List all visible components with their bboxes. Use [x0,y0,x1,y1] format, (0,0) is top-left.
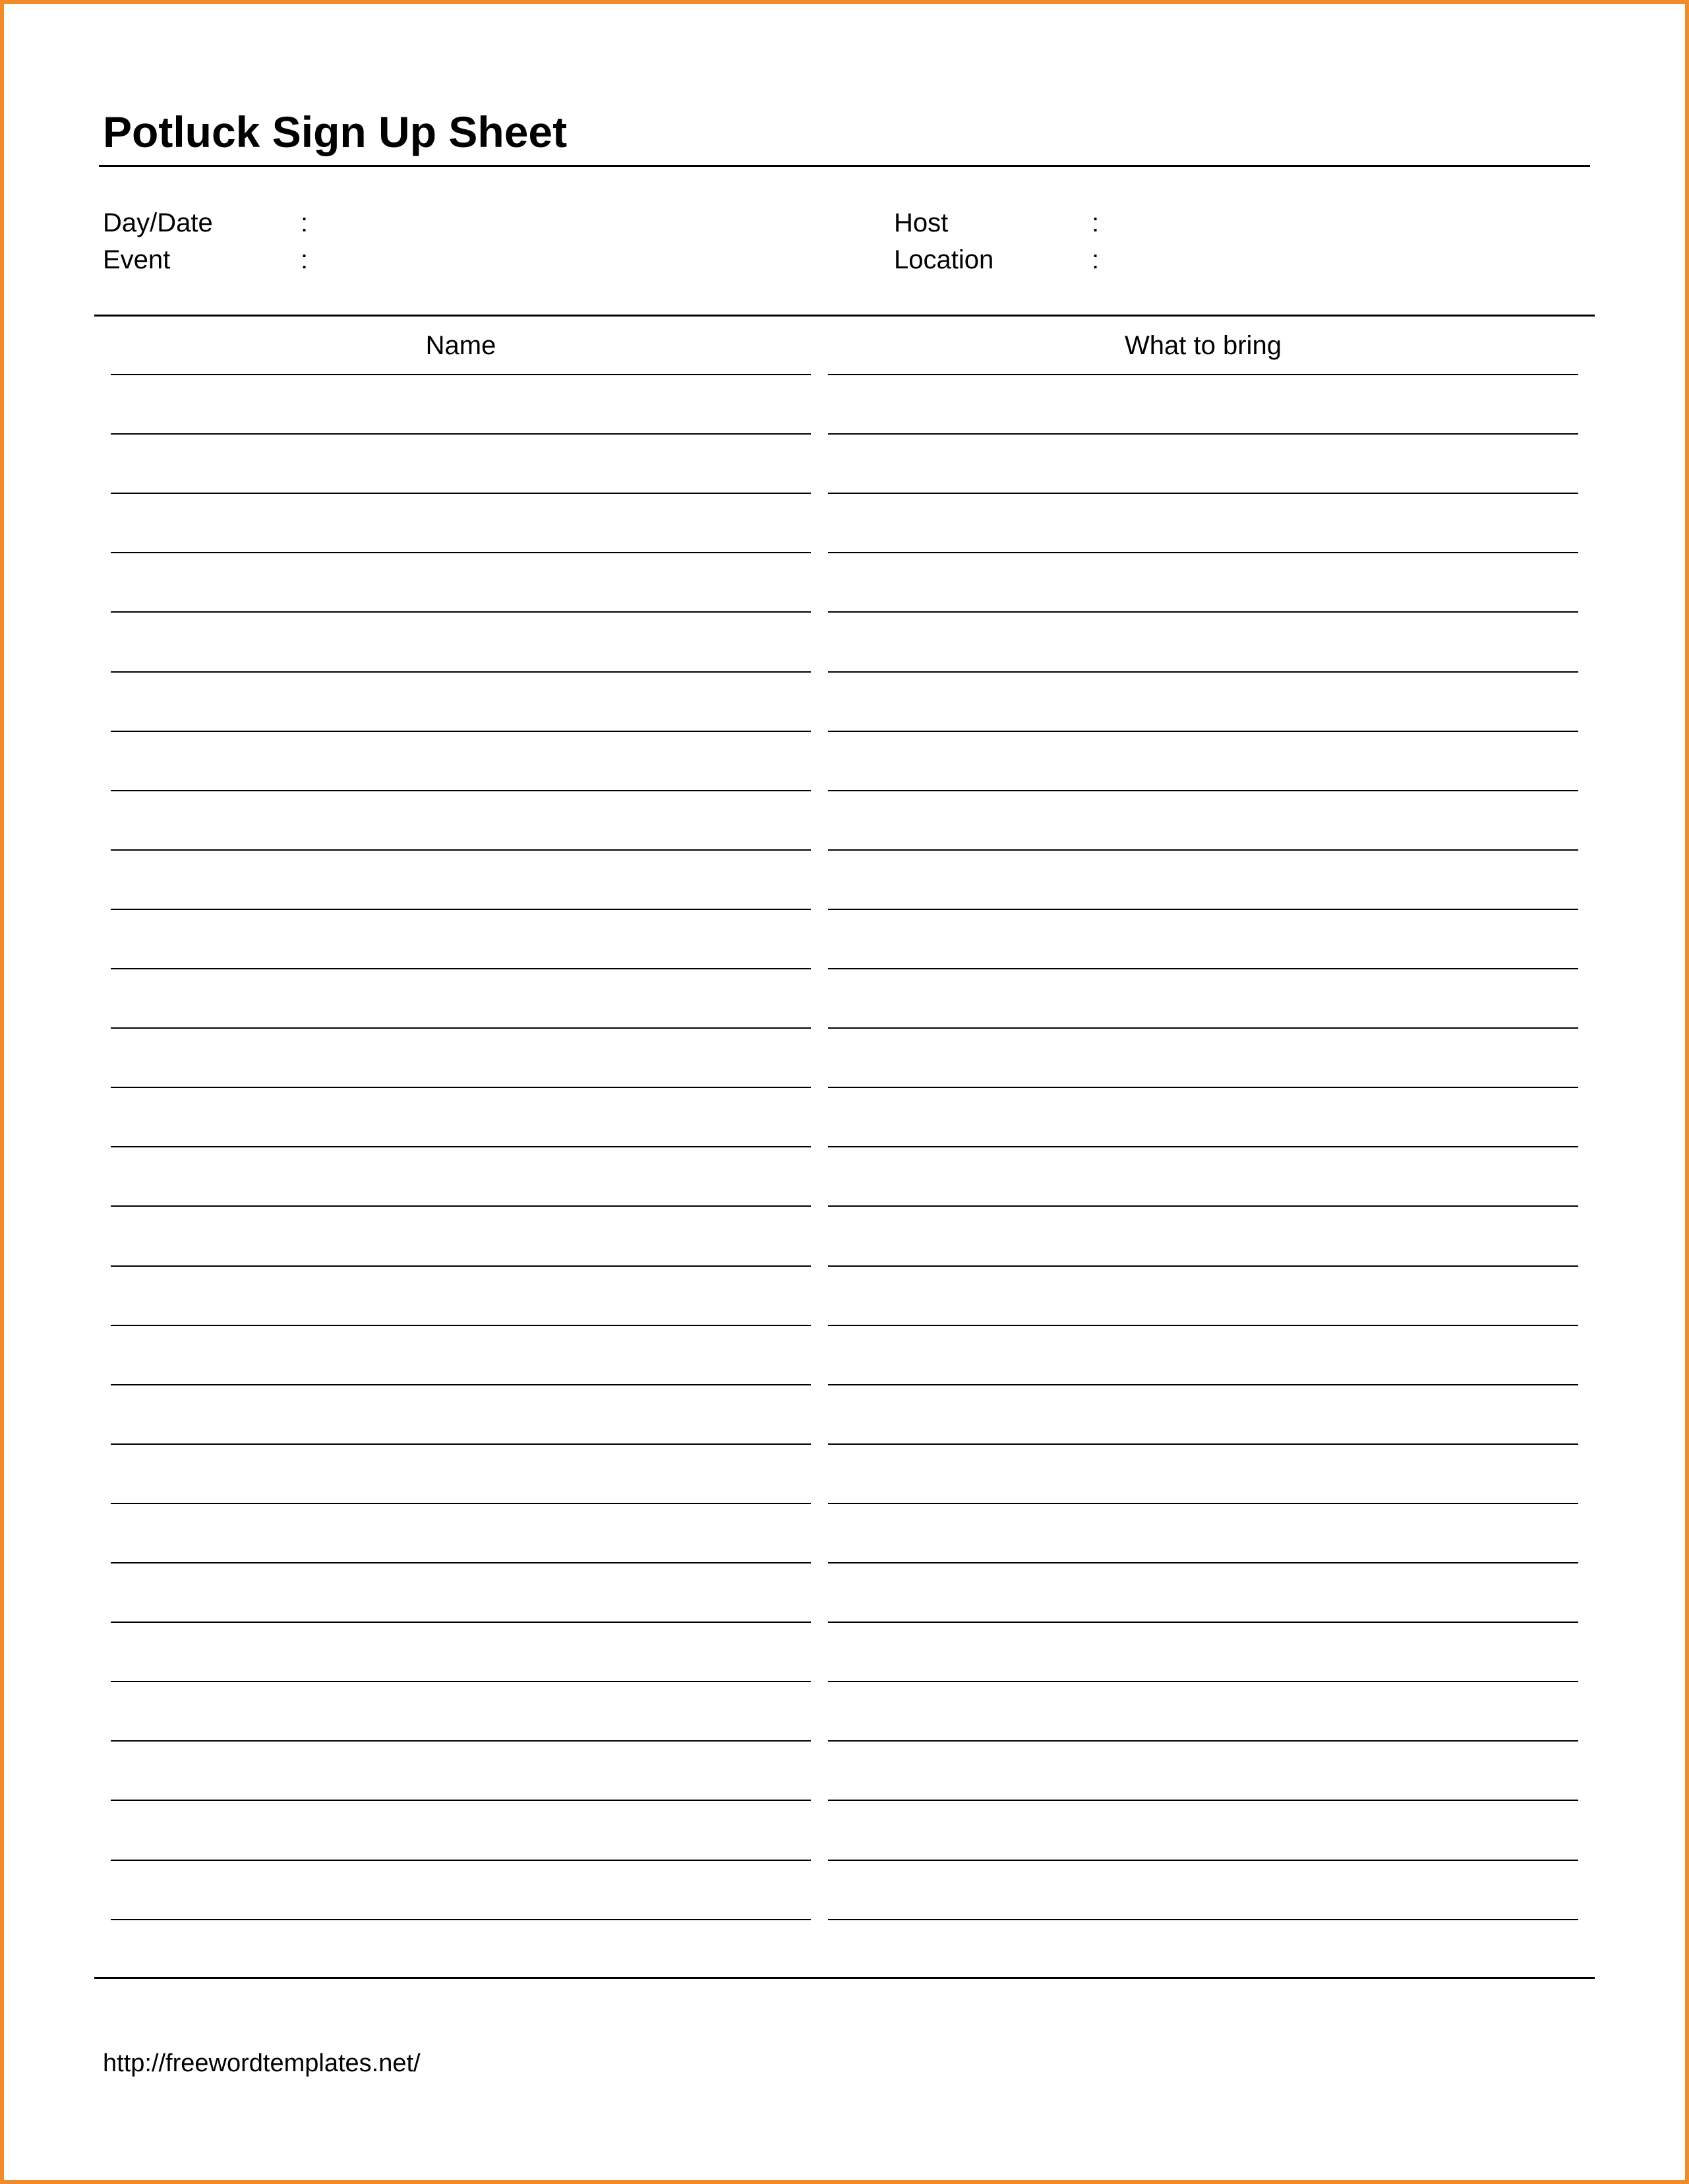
name-entry-line [111,849,811,851]
name-entry-line [111,1562,811,1563]
what-to-bring-entry-line [828,1205,1578,1207]
what-to-bring-entry-line [828,552,1578,553]
what-to-bring-entry-line [828,611,1578,613]
name-entry-line [111,1740,811,1742]
what-to-bring-entry-line [828,1027,1578,1029]
name-entry-line [111,1860,811,1861]
what-to-bring-entry-line [828,1325,1578,1326]
what-to-bring-entry-line [828,1562,1578,1563]
what-to-bring-entry-line [828,1443,1578,1445]
event-colon: : [301,245,309,274]
column-header-name: Name [425,331,496,360]
what-to-bring-entry-line [828,1146,1578,1147]
name-entry-line [111,671,811,673]
name-entry-line [111,433,811,435]
name-entry-line [111,1265,811,1267]
host-colon: : [1092,208,1100,237]
name-entry-line [111,1205,811,1207]
event-label: Event [103,245,171,274]
name-entry-line [111,1800,811,1801]
name-entry-line [111,1919,811,1920]
name-entry-line [111,968,811,969]
name-entry-line [111,1503,811,1504]
name-entry-line [111,1087,811,1088]
name-header-underline [111,374,811,375]
what-to-bring-entry-line [828,1681,1578,1682]
what-to-bring-entry-line [828,968,1578,969]
footer-url[interactable]: http://freewordtemplates.net/ [103,2049,421,2077]
name-entry-line [111,1443,811,1445]
host-label: Host [894,208,949,237]
what-to-bring-entry-line [828,1740,1578,1742]
what-to-bring-entry-line [828,1384,1578,1385]
what-to-bring-entry-line [828,1503,1578,1504]
what-to-bring-header-underline [828,374,1578,375]
what-to-bring-entry-line [828,849,1578,851]
name-entry-line [111,1622,811,1623]
name-entry-line [111,909,811,910]
what-to-bring-entry-line [828,1087,1578,1088]
what-to-bring-entry-line [828,1265,1578,1267]
column-header-what-to-bring: What to bring [1125,331,1282,360]
name-entry-line [111,552,811,553]
what-to-bring-entry-line [828,671,1578,673]
what-to-bring-entry-line [828,1800,1578,1801]
what-to-bring-entry-line [828,493,1578,494]
name-entry-line [111,1146,811,1147]
table-top-rule [94,315,1595,317]
what-to-bring-entry-line [828,909,1578,910]
name-entry-line [111,1027,811,1029]
location-label: Location [894,245,994,274]
day-date-colon: : [301,208,309,237]
name-entry-line [111,1681,811,1682]
name-entry-line [111,731,811,732]
name-entry-line [111,1325,811,1326]
title-underline [99,165,1590,167]
what-to-bring-entry-line [828,790,1578,791]
name-entry-line [111,611,811,613]
day-date-label: Day/Date [103,208,213,237]
what-to-bring-entry-line [828,1919,1578,1920]
table-bottom-rule [94,1977,1595,1979]
what-to-bring-entry-line [828,1622,1578,1623]
name-entry-line [111,1384,811,1385]
document-title: Potluck Sign Up Sheet [103,107,568,156]
name-entry-line [111,790,811,791]
what-to-bring-entry-line [828,433,1578,435]
what-to-bring-entry-line [828,731,1578,732]
name-entry-line [111,493,811,494]
what-to-bring-entry-line [828,1860,1578,1861]
location-colon: : [1092,245,1100,274]
